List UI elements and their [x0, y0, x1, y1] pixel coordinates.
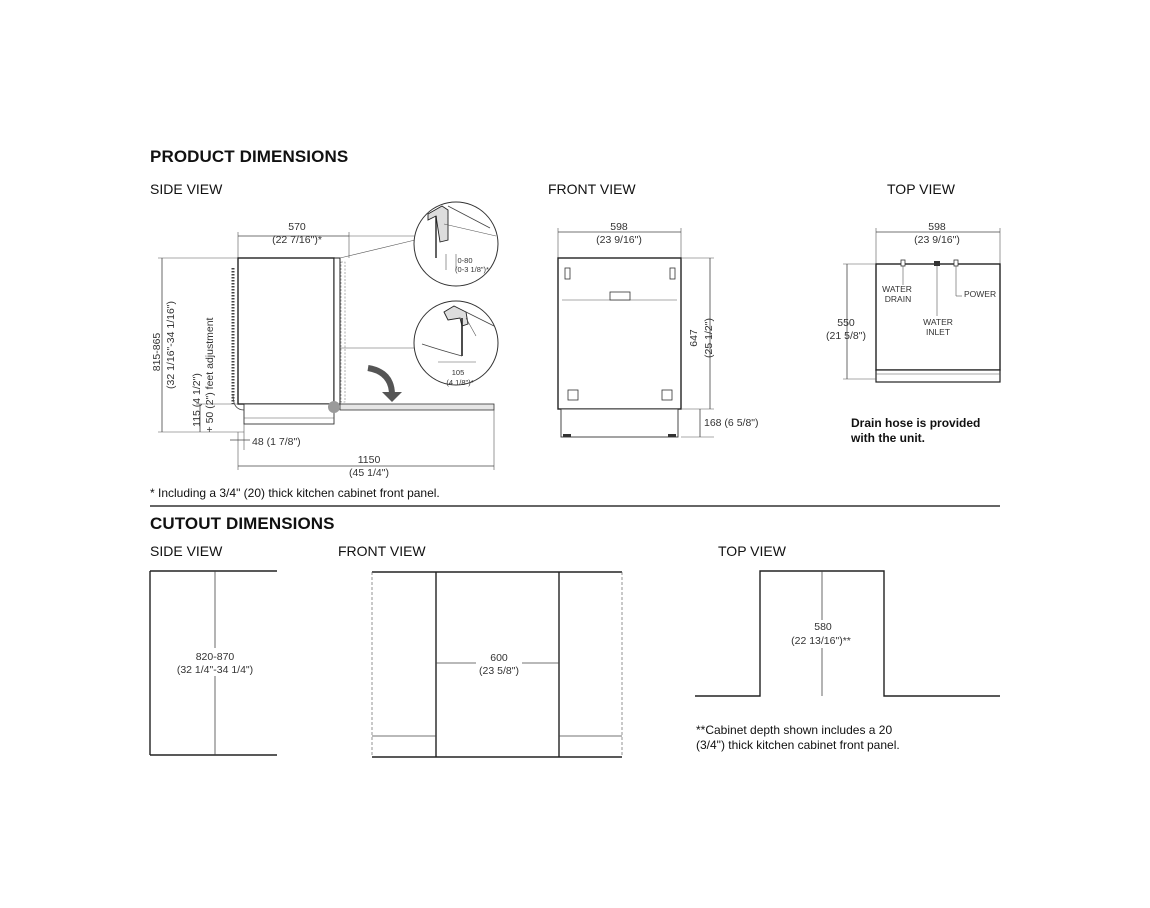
- power-label: POWER: [964, 289, 997, 299]
- feet-adjustment-line-1: 115 (4 1/2"): [191, 373, 203, 427]
- cutout-front-view-label: FRONT VIEW: [338, 543, 426, 559]
- detail-bottom-mm: 105: [451, 368, 465, 377]
- product-top-view-label: TOP VIEW: [887, 181, 955, 197]
- cutout-top-view-label: TOP VIEW: [718, 543, 786, 559]
- cutout-height-mm: 820-870: [195, 651, 235, 663]
- feet-adjustment-line-2: + 50 (2") feet adjustment: [204, 317, 216, 433]
- open-depth-mm: 1150: [357, 454, 381, 466]
- side-open-door: [340, 404, 494, 410]
- product-front-view-label: FRONT VIEW: [548, 181, 636, 197]
- cutout-top-view-drawing: [695, 571, 1000, 696]
- cutout-dimensions-title: CUTOUT DIMENSIONS: [150, 514, 335, 533]
- cutout-depth-in: (22 13/16")**: [791, 635, 851, 647]
- cutout-width-in: (23 5/8"): [479, 665, 519, 677]
- front-height-mm: 647: [688, 329, 700, 347]
- cutout-front-view-drawing: [372, 572, 622, 757]
- side-height-in: (32 1/16"-34 1/16"): [165, 300, 177, 390]
- water-drain-label-2: DRAIN: [884, 294, 912, 304]
- water-inlet-label-2: INLET: [925, 327, 951, 337]
- cabinet-depth-note-line-2: (3/4") thick kitchen cabinet front panel.: [696, 738, 900, 752]
- detail-top-in: (0-3 1/8")*: [455, 265, 489, 274]
- side-height-mm: 815-865: [151, 332, 163, 372]
- drain-hose-note-line-2: with the unit.: [851, 431, 925, 445]
- detail-circle-top: [414, 202, 498, 286]
- top-depth-mm: 550: [837, 317, 855, 329]
- open-depth-in: (45 1/4"): [349, 467, 389, 479]
- top-width-in: (23 9/16"): [914, 234, 960, 246]
- toe-kick-dimension: 48 (1 7/8"): [252, 436, 301, 448]
- detail-top-mm: 0-80: [457, 256, 473, 265]
- door-swing-arrow: [368, 368, 392, 395]
- cutout-side-view-drawing: [150, 571, 277, 755]
- front-height-in: (25 1/2"): [703, 318, 715, 358]
- detail-circle-bottom: [414, 301, 498, 387]
- front-width-in: (23 9/16"): [596, 234, 642, 246]
- product-dimensions-title: PRODUCT DIMENSIONS: [150, 147, 349, 166]
- water-drain-label-1: WATER: [882, 284, 912, 294]
- cabinet-depth-note-line-1: **Cabinet depth shown includes a 20: [696, 723, 893, 737]
- product-side-view-drawing: [151, 202, 498, 479]
- front-door: [558, 258, 681, 409]
- product-front-view-drawing: [558, 221, 759, 437]
- product-side-view-label: SIDE VIEW: [150, 181, 223, 197]
- cutout-side-view-label: SIDE VIEW: [150, 543, 223, 559]
- front-plinth-dimension: 168 (6 5/8"): [704, 417, 759, 429]
- front-toe-kick: [561, 409, 678, 437]
- door-hinge: [328, 401, 340, 413]
- detail-bottom-in: (4 1/8")*: [446, 378, 474, 387]
- cutout-depth-mm: 580: [814, 621, 832, 633]
- cutout-height-in: (32 1/4"-34 1/4"): [176, 664, 254, 676]
- water-inlet-label-1: WATER: [923, 317, 953, 327]
- side-width-mm: 570: [288, 221, 306, 233]
- cutout-width-mm: 600: [490, 652, 508, 664]
- top-depth-in: (21 5/8"): [826, 330, 866, 342]
- side-body: [238, 258, 334, 404]
- side-view-footnote: * Including a 3/4" (20) thick kitchen cabinet front panel.: [150, 486, 440, 500]
- side-width-in: (22 7/16")*: [272, 234, 322, 246]
- top-door: [876, 370, 1000, 382]
- drain-hose-note-line-1: Drain hose is provided: [851, 416, 981, 430]
- front-width-mm: 598: [610, 221, 628, 233]
- product-top-view-drawing: [826, 221, 1000, 382]
- top-width-mm: 598: [928, 221, 946, 233]
